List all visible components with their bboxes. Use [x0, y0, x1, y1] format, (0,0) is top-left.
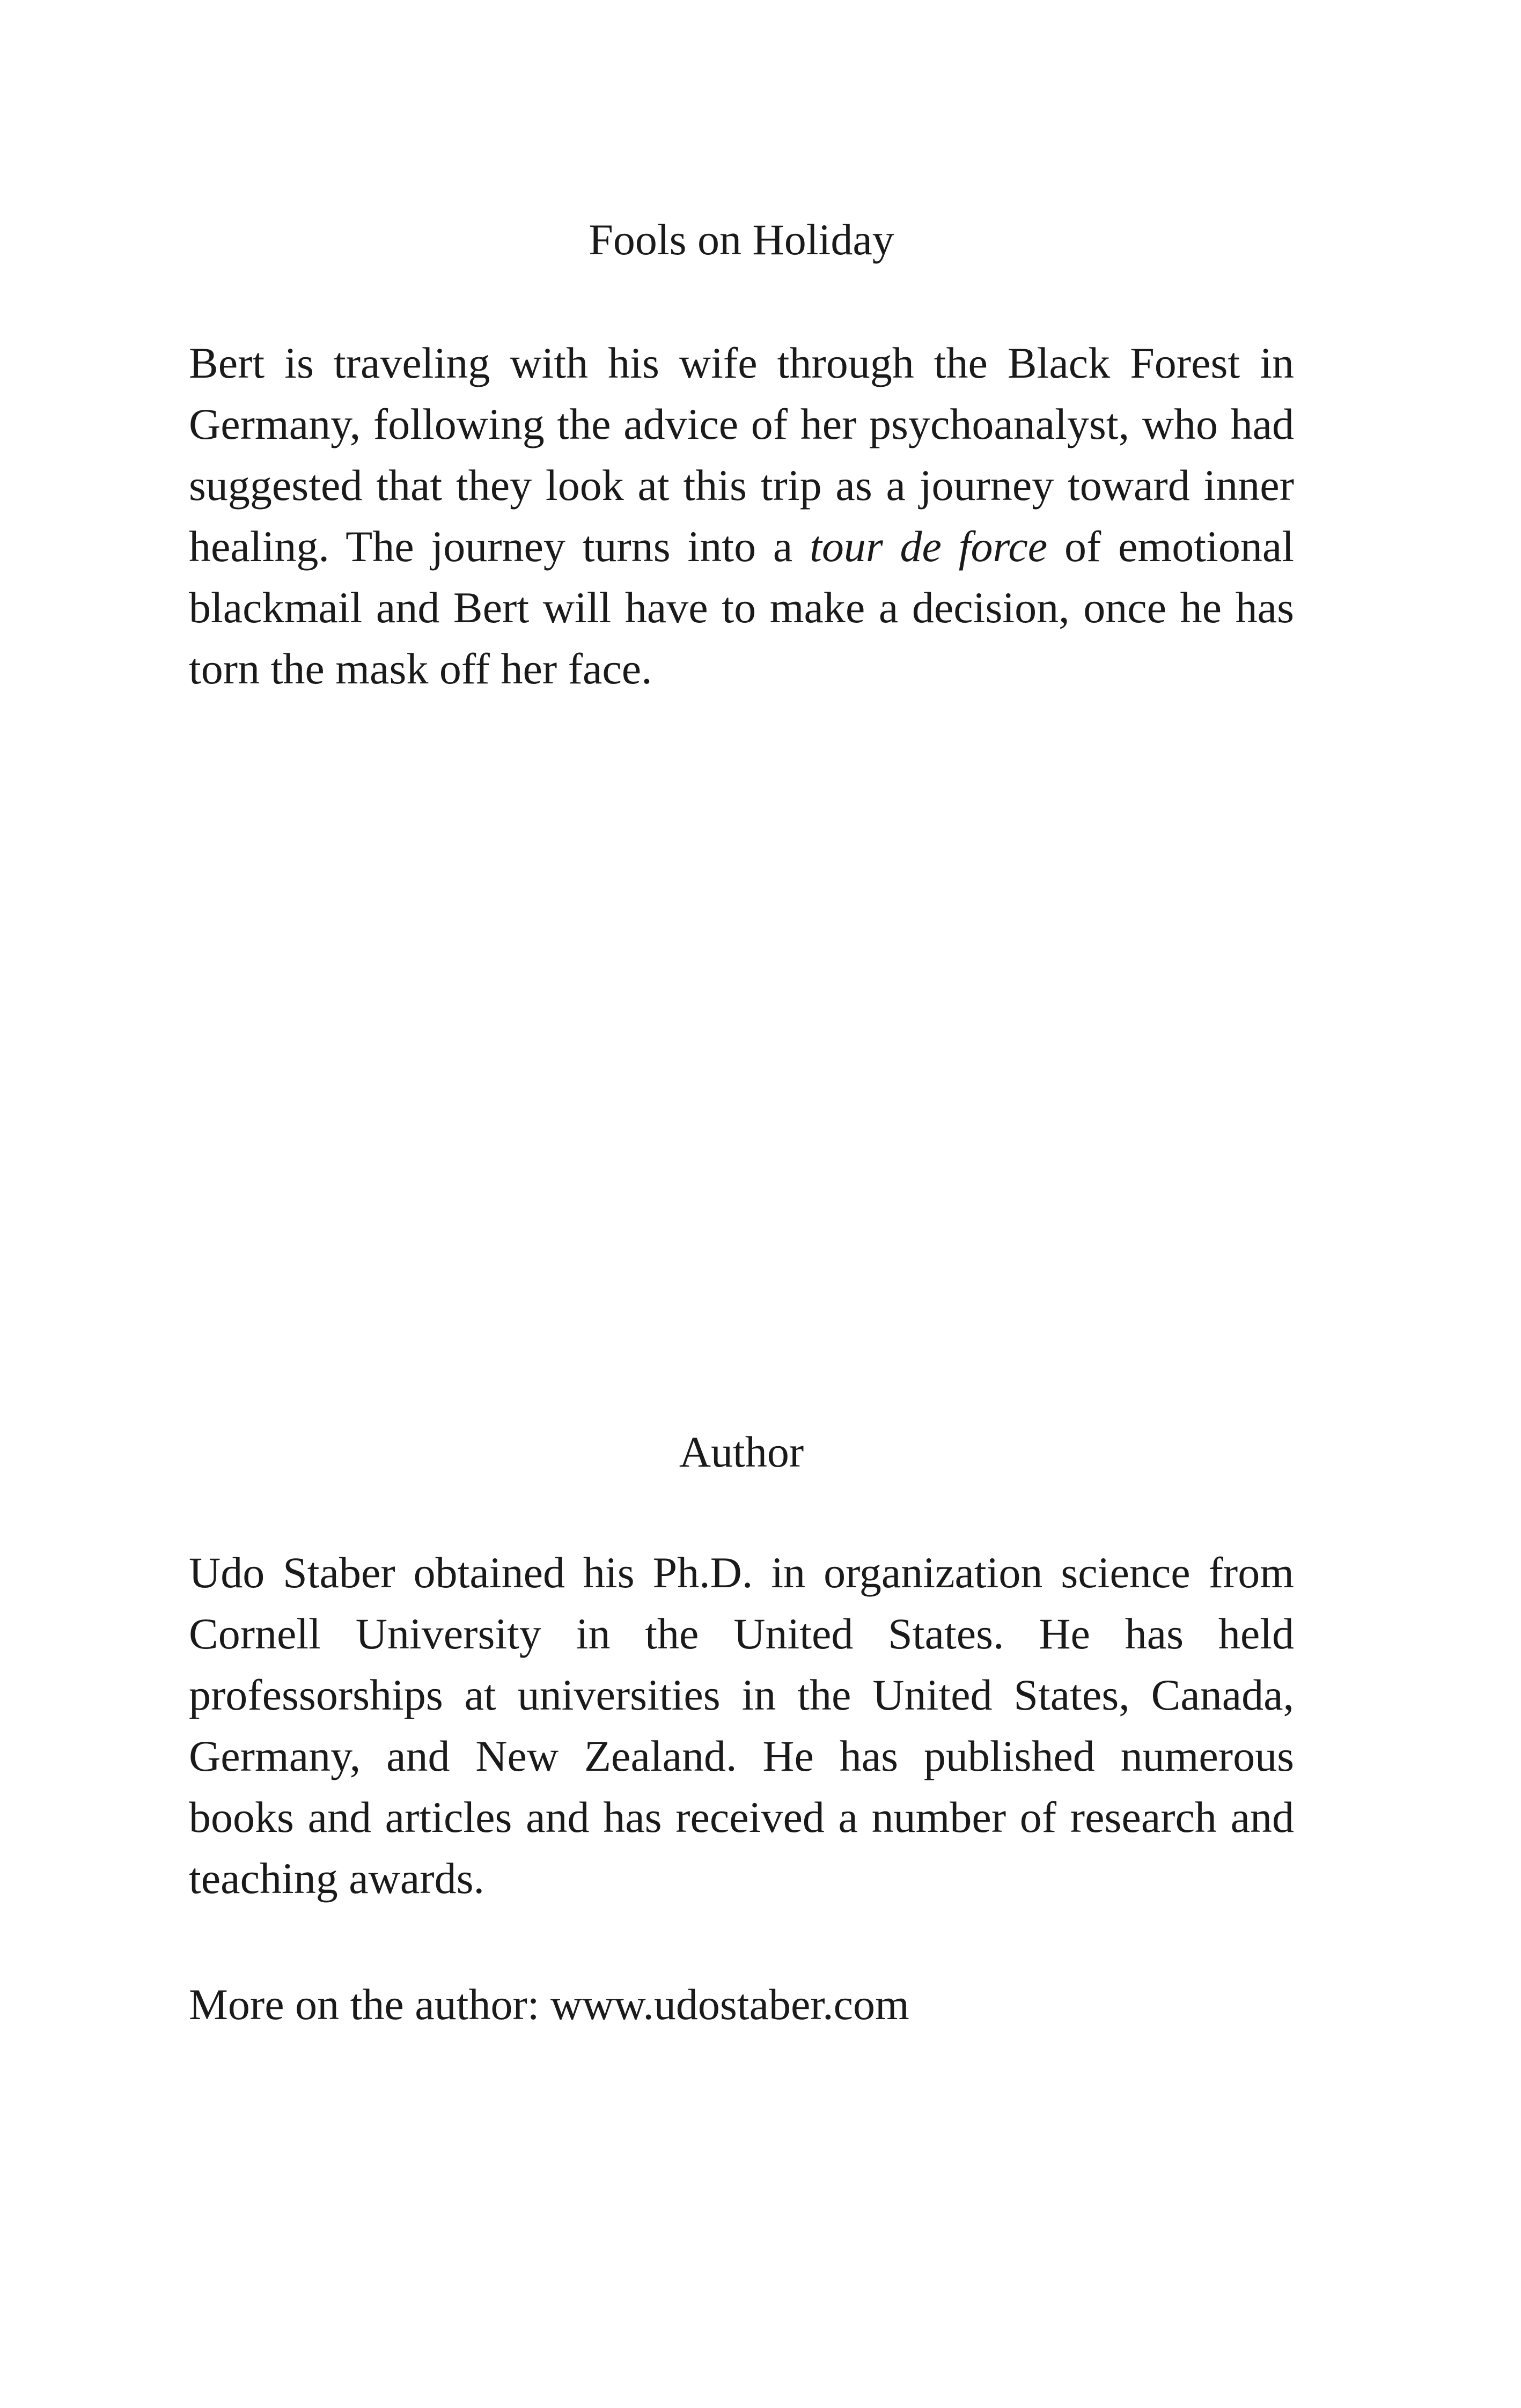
blurb-text-italic: tour de force — [810, 522, 1048, 571]
author-heading: Author — [679, 1427, 804, 1476]
blurb-text-end: of emotional blackmail and Bert will have to make a decision, once he has torn the mask off her face. — [189, 522, 1294, 693]
author-website-line: More on the author: www.udostaber.com — [189, 1980, 909, 2029]
blurb-text-start: Bert is traveling with his wife through the Black Forest in Germany, following the advice of her psychoanalyst, who had suggested that they look at this trip as a journey toward inner healing. The journey turns into a — [189, 338, 1294, 571]
book-title: Fools on Holiday — [589, 215, 894, 264]
book-blurb — [189, 333, 1294, 699]
author-bio: Udo Staber obtained his Ph.D. in organization science from Cornell University in the United States. He has held professorships at universities in the United States, Canada, Germany, and New Zealand. He has published numerous books and articles and has received a number of research and teaching awards. — [189, 1548, 1294, 1903]
